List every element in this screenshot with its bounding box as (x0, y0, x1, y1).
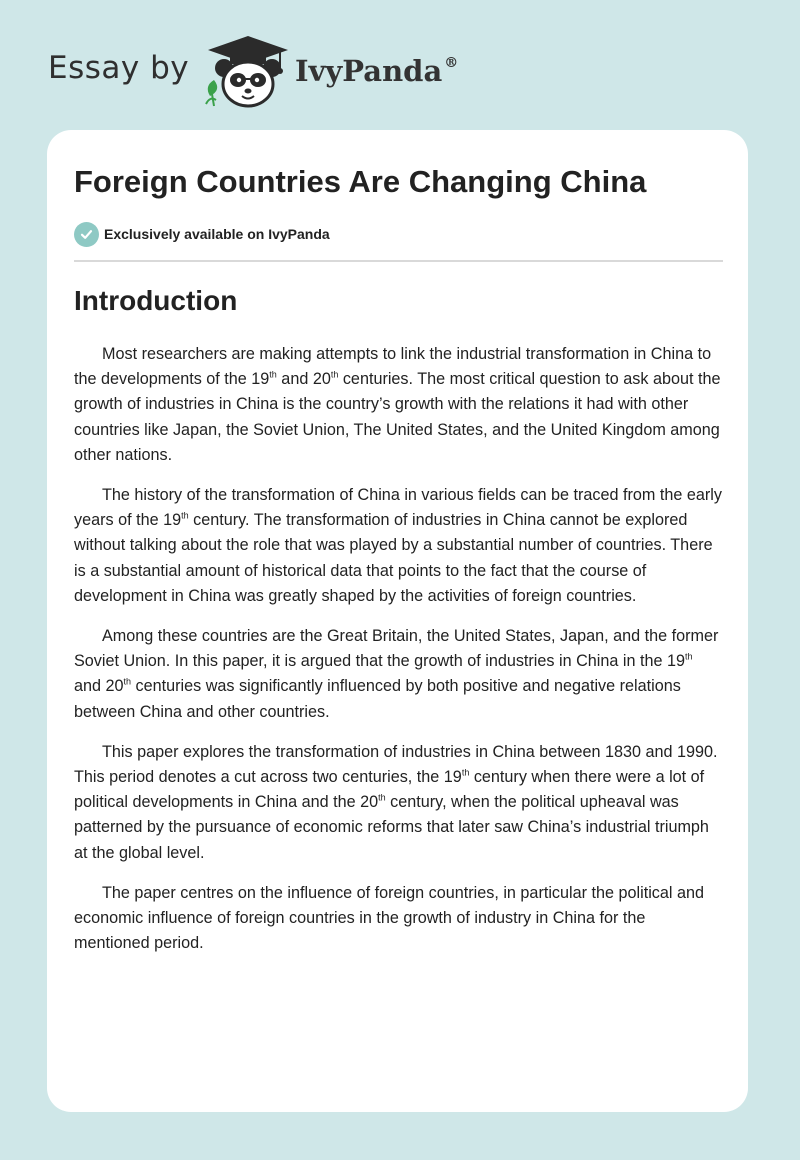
paragraph-text: and 20 (276, 370, 331, 389)
ordinal-suffix: th (181, 510, 189, 521)
site-header (48, 34, 508, 114)
ordinal-suffix: th (685, 651, 693, 662)
essay-by-label: Essay by (48, 50, 190, 86)
brand-name: IvyPanda ® (295, 54, 459, 88)
essay-body (74, 342, 723, 971)
ordinal-suffix: th (123, 677, 132, 688)
paragraph-text: Among these countries are the Great Britain, the United States, Japan, and the former Soviet Union. In this paper, it is argued that the growth of industries in China in the 19 (74, 627, 719, 671)
registered-mark: ® (444, 55, 459, 71)
paragraph (74, 483, 723, 609)
paragraph-text: and 20 (74, 677, 124, 696)
paragraph-text: This paper explores the transformation of industries in China between 1830 and 1990. This period denotes a cut across two centuries, the 19 (74, 742, 718, 787)
paragraph-text: The history of the transformation of China in various fields can be traced from the early years of the 19 (74, 486, 722, 530)
exclusive-badge-label: Exclusively available on IvyPanda (104, 226, 330, 242)
exclusive-badge (74, 221, 330, 247)
paragraph-text: centuries was significantly influenced by both positive and negative relations between China and other countries. (74, 677, 681, 721)
paragraph (74, 342, 723, 468)
panda-graduation-cap-icon (202, 34, 294, 110)
page-title: Foreign Countries Are Changing China (74, 164, 647, 199)
ordinal-suffix: th (269, 369, 277, 380)
essay-card (47, 130, 748, 1112)
paragraph-text: century. The transformation of industries in China cannot be explored without talking about the role that was played by a substantial number of countries. There is a substantial amount of historical data that points to the fact that the course of development in China was greatly shaped by the activities of foreign countries. (74, 511, 713, 605)
divider (74, 260, 723, 262)
paragraph (74, 740, 723, 866)
ordinal-suffix: th (330, 369, 339, 380)
ordinal-suffix: th (378, 792, 386, 803)
paragraph-text: Most researchers are making attempts to link the industrial transformation in China to the developments of the 19 (74, 345, 712, 389)
paragraph-text: centuries. The most critical question to ask about the growth of industries in China is the country’s growth with the relations it had with other countries like Japan, the Soviet Union, The United States, and the United Kingdom among other nations. (74, 370, 721, 464)
ordinal-suffix: th (461, 767, 470, 778)
paragraph-text: century when there were a lot of political developments in China and the 20 (74, 768, 705, 812)
paragraph (74, 881, 723, 957)
paragraph (74, 624, 723, 725)
check-circle-icon (74, 222, 99, 247)
paragraph-text: century, when the political upheaval was patterned by the pursuance of economic reforms that later saw China’s industrial triumph at the global level. (74, 793, 709, 862)
paragraph-text: The paper centres on the influence of foreign countries, in particular the political and economic influence of foreign countries in the growth of industry in China for the mentioned period. (74, 883, 704, 953)
section-heading: Introduction (74, 285, 238, 316)
